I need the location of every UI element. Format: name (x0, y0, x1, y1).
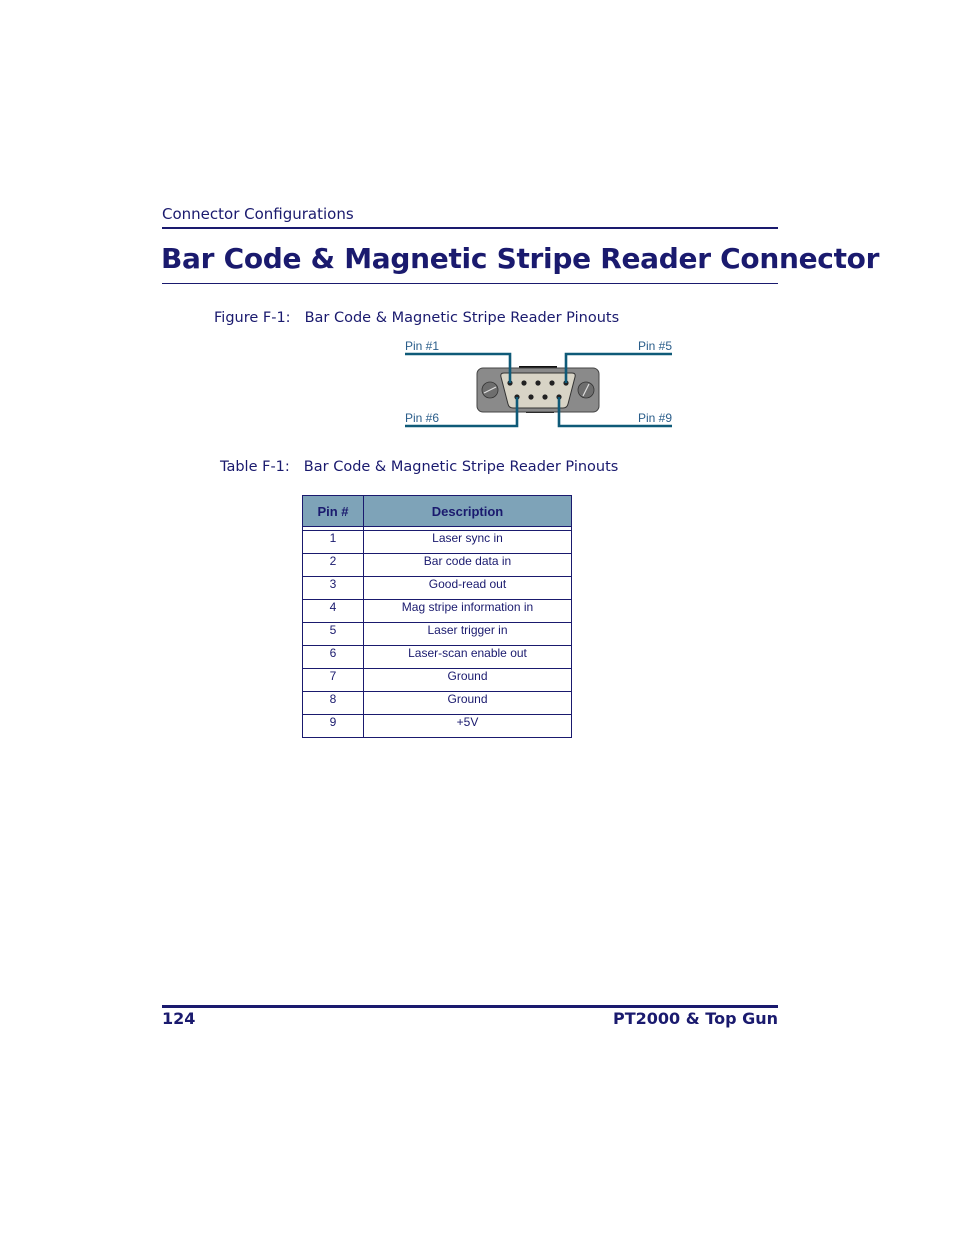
table-row (303, 577, 572, 600)
header-pin: Pin # (303, 496, 364, 527)
table-title: Bar Code & Magnetic Stripe Reader Pinouts (303, 459, 619, 475)
pin-cell: 5 (303, 623, 364, 646)
pin-cell: 4 (303, 600, 364, 623)
description-cell: Bar code data in (364, 554, 572, 577)
table-label: Table F-1: (220, 459, 290, 475)
footer-product: PT2000 & Top Gun (613, 1009, 778, 1028)
table-row (303, 692, 572, 715)
description-cell: Ground (364, 669, 572, 692)
table-row (303, 646, 572, 669)
table-caption (220, 459, 618, 475)
section-label: Connector Configurations (162, 205, 354, 223)
table-row (303, 623, 572, 646)
pin9-label: Pin #9 (637, 411, 672, 425)
footer-rule (162, 1005, 778, 1008)
pin-cell: 9 (303, 715, 364, 738)
header-description: Description (364, 496, 572, 527)
table-row (303, 531, 572, 554)
table-row (303, 669, 572, 692)
page-number: 124 (162, 1009, 196, 1028)
page-title: Bar Code & Magnetic Stripe Reader Connector (161, 242, 880, 275)
table-row (303, 600, 572, 623)
pin-cell: 8 (303, 692, 364, 715)
connector-insert (501, 373, 575, 408)
figure-caption (214, 310, 619, 326)
pin5-label: Pin #5 (637, 339, 672, 353)
description-cell: +5V (364, 715, 572, 738)
pin-cell: 2 (303, 554, 364, 577)
description-cell: Ground (364, 692, 572, 715)
pin-cell: 3 (303, 577, 364, 600)
connector-diagram (400, 336, 680, 432)
pin-cell: 6 (303, 646, 364, 669)
description-cell: Laser-scan enable out (364, 646, 572, 669)
pin6-label: Pin #6 (405, 411, 440, 425)
pin1-label: Pin #1 (405, 339, 440, 353)
header-rule (162, 227, 778, 229)
description-cell: Good-read out (364, 577, 572, 600)
table-header-row (303, 496, 572, 527)
description-cell: Laser trigger in (364, 623, 572, 646)
table-row (303, 554, 572, 577)
title-rule (162, 283, 778, 284)
pin-cell: 1 (303, 531, 364, 554)
pinout-table (302, 495, 572, 738)
pin-cell: 7 (303, 669, 364, 692)
description-cell: Mag stripe information in (364, 600, 572, 623)
figure-label: Figure F-1: (214, 310, 291, 326)
figure-title: Bar Code & Magnetic Stripe Reader Pinouts (304, 310, 620, 326)
table-row (303, 715, 572, 738)
description-cell: Laser sync in (364, 531, 572, 554)
